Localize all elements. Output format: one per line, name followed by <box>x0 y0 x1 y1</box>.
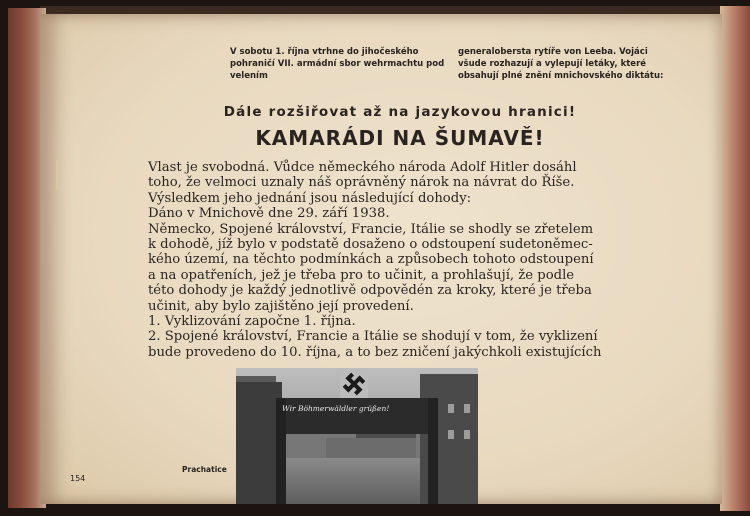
body-line: učinit, aby bylo zajištěno její provedení. <box>148 298 414 314</box>
photo-window <box>448 404 454 413</box>
page-number: 154 <box>70 474 86 483</box>
caption-left: V sobotu 1. října vtrhne do jihočeského pohraničí VII. armádní sbor wehrmachtu pod velením <box>230 47 445 81</box>
body-line: a na opatřeních, jež je třeba pro to učinit, a prohlašují, že podle <box>148 267 575 283</box>
photo-banner-text: Wir Böhmerwäldler grüßen! <box>282 404 390 413</box>
subheading: Dále rozšiřovat až na jazykovou hranici! <box>223 104 577 120</box>
photo-window <box>464 404 470 413</box>
swastika-emblem-icon <box>340 370 368 398</box>
article-body <box>148 160 658 360</box>
photo-street <box>282 458 420 504</box>
body-line: Výsledkem jeho jednání jsou následující dohody: <box>148 190 472 206</box>
body-line: 1. Vyklizování započne 1. října. <box>148 314 356 330</box>
historical-photo <box>236 368 478 504</box>
body-line: 2. Spojené království, Francie a Itálie se shodují v tom, že vyklizení <box>148 329 598 345</box>
body-line: Vlast je svobodná. Vůdce německého národa Adolf Hitler dosáhl <box>148 160 577 175</box>
photo-window <box>464 430 470 439</box>
page-edge <box>720 6 750 511</box>
body-line: kého území, na těchto podmínkách a způsobech tohoto odstoupení <box>148 252 594 268</box>
body-line: toho, že velmoci uznaly náš oprávněný nárok na návrat do Říše. <box>148 175 575 191</box>
caption-right: generaloberstа rytíře von Leeba. Vojáci všude rozhazují a vylepují letáky, které obsahují plné znění mnichovského diktátu: <box>458 47 664 81</box>
body-line: Německo, Spojené království, Francie, Itálie se shodly se zřetelem <box>148 221 594 237</box>
body-line: této dohody je každý jednotlivě odpovědén za kroky, které je třeba <box>148 283 592 299</box>
page-bleed <box>56 160 60 190</box>
body-line: k dohodě, jíž bylo v podstatě dosaženo o odstoupení sudetoněmec- <box>148 237 593 253</box>
photo-caption: Prachatice <box>182 465 227 474</box>
photo-window <box>448 430 454 439</box>
headline: KAMARÁDI NA ŠUMAVĚ! <box>255 126 545 150</box>
body-line: Dáno v Mnichově dne 29. září 1938. <box>148 206 390 222</box>
body-line: bude provedeno do 10. října, a to bez zničení jakýchkoli existujících <box>148 344 602 360</box>
